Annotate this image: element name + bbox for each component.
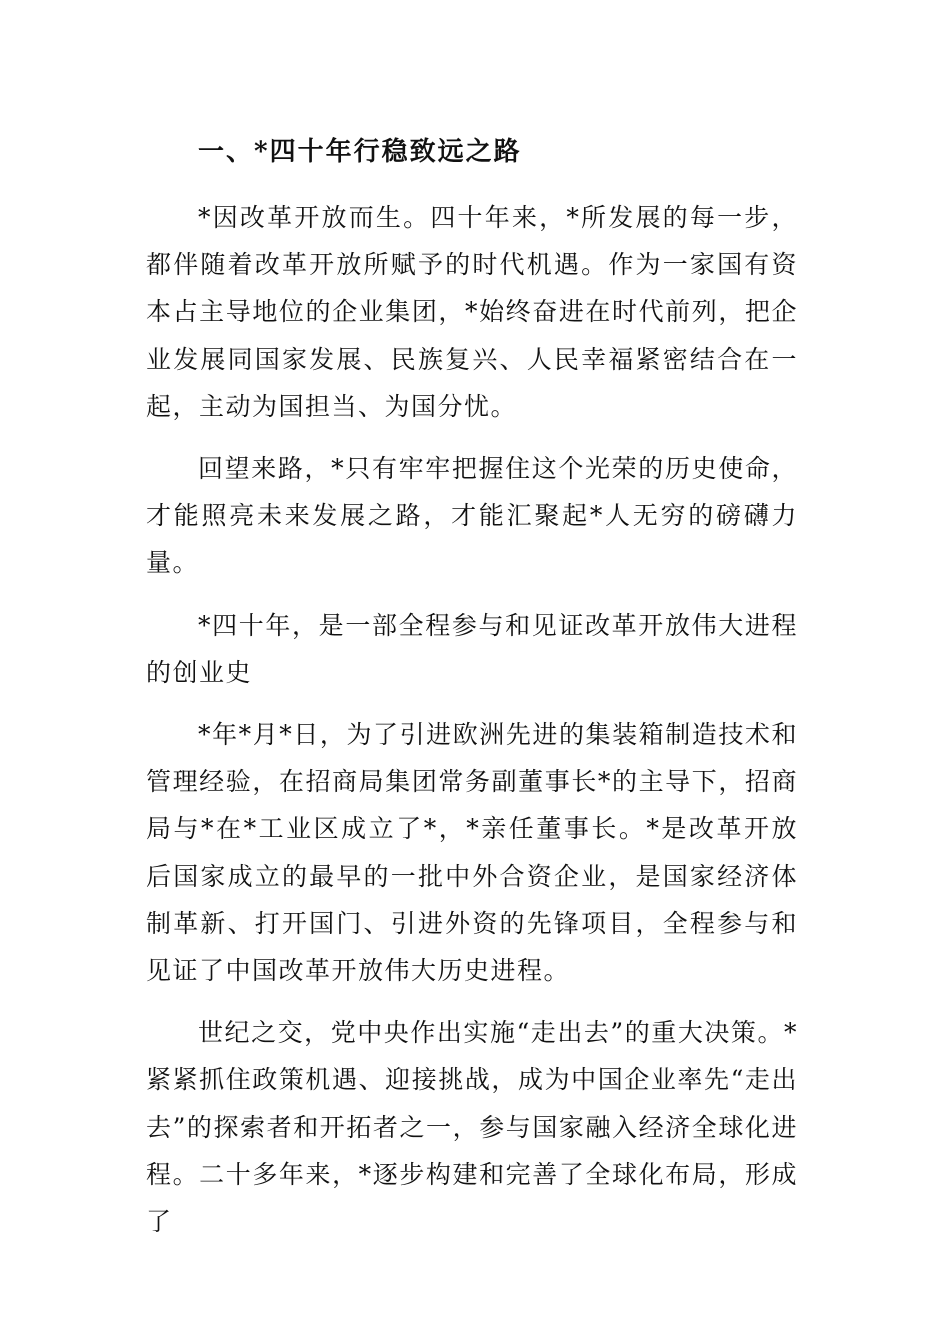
paragraph: *因改革开放而生。四十年来，*所发展的每一步，都伴随着改革开放所赋予的时代机遇。作为一家国有资本占主导地位的企业集团，*始终奋进在时代前列，把企业发展同国家发展、民族复兴、人民幸福紧密结合在一起，主动为国担当、为国分忧。 bbox=[146, 203, 798, 421]
document-body bbox=[146, 128, 798, 1245]
paragraph: 世纪之交，党中央作出实施“走出去”的重大决策。*紧紧抓住政策机遇、迎接挑战，成为中国企业率先“走出去”的探索者和开拓者之一，参与国家融入经济全球化进程。二十多年来，*逐步构建和完善了全球化布局，形成了 bbox=[146, 1018, 798, 1237]
paragraph: 回望来路，*只有牢牢把握住这个光荣的历史使命，才能照亮未来发展之路，才能汇聚起*人无穷的磅礴力量。 bbox=[146, 454, 798, 578]
paragraph: *年*月*日，为了引进欧洲先进的集装箱制造技术和管理经验，在招商局集团常务副董事长*的主导下，招商局与*在*工业区成立了*，*亲任董事长。*是改革开放后国家成立的最早的一批中外合资企业，是国家经济体制革新、打开国门、引进外资的先锋项目，全程参与和见证了中国改革开放伟大历史进程。 bbox=[146, 720, 798, 986]
paragraph: *四十年，是一部全程参与和见证改革开放伟大进程的创业史 bbox=[146, 610, 798, 687]
section-heading: 一、*四十年行稳致远之路 bbox=[198, 137, 522, 167]
